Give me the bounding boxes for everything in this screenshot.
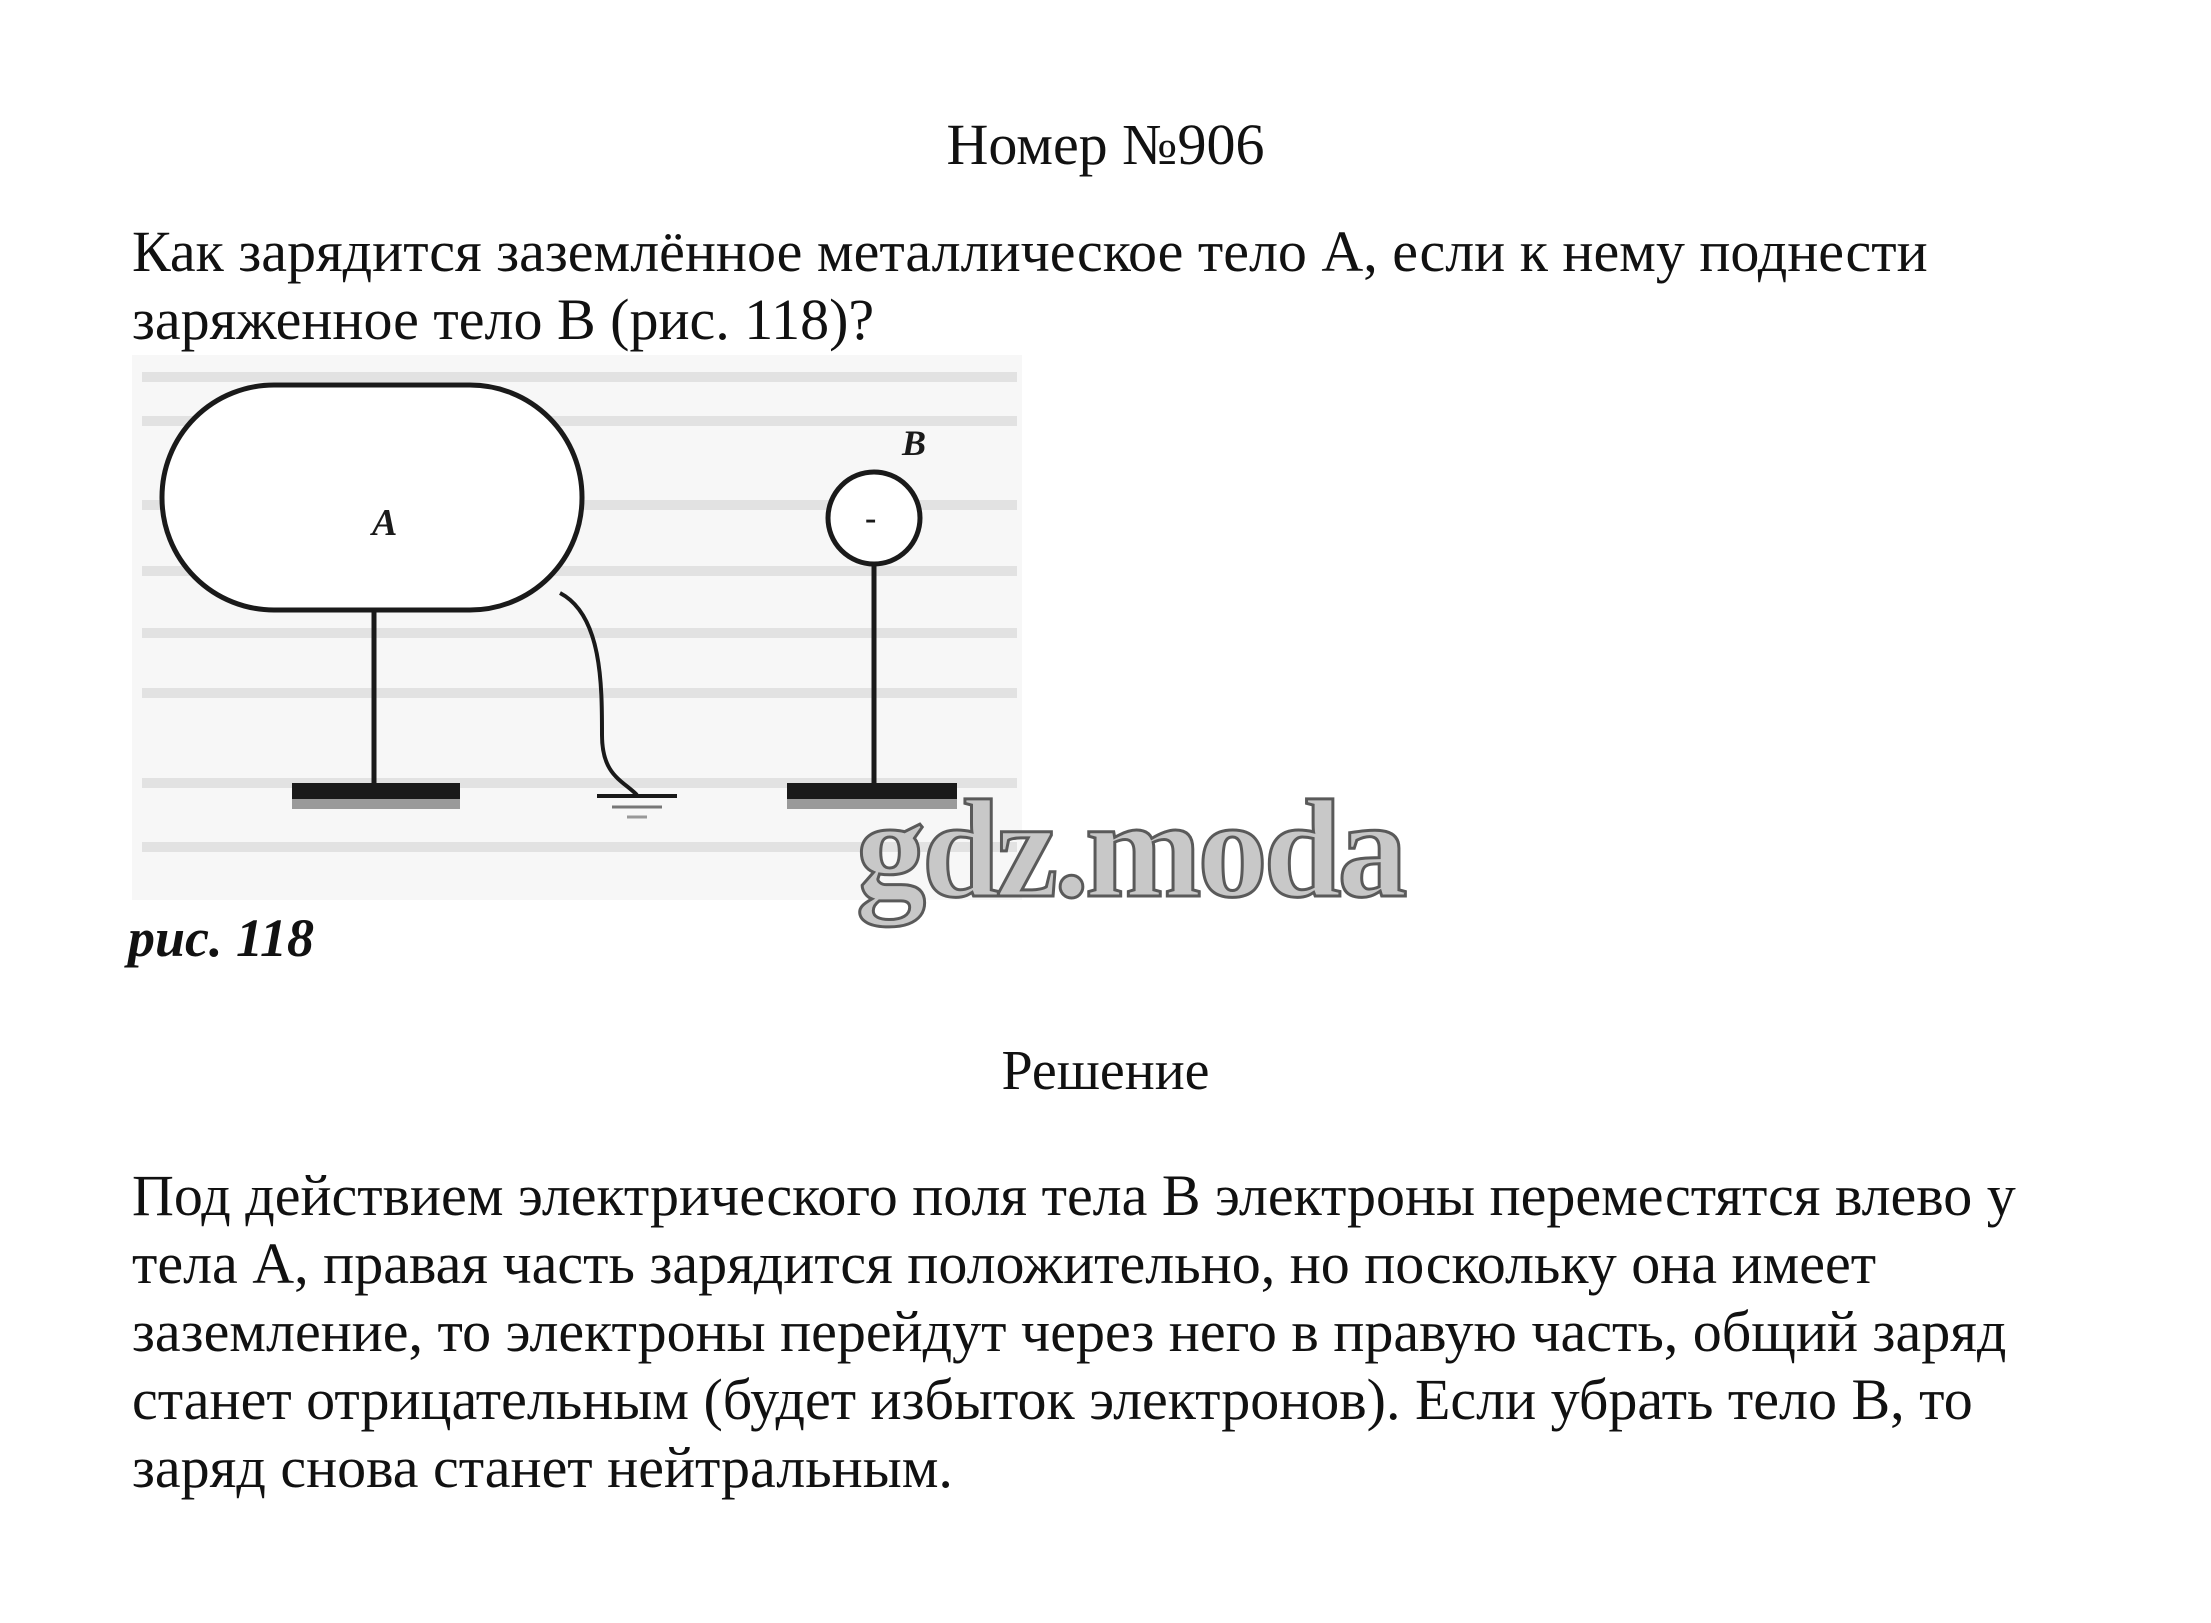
solution-line: заряд снова станет нейтральным.: [132, 1435, 953, 1500]
solution-heading: Решение: [1001, 1040, 1210, 1102]
body-a-shape: [162, 385, 582, 610]
solution-line: Под действием электрического поля тела В электроны переместятся влево у: [132, 1163, 2016, 1228]
figure-caption: рис. 118: [128, 908, 315, 968]
solution-line: заземление, то электроны перейдут через него в правую часть, общий заряд: [132, 1299, 2007, 1364]
watermark-logo: [850, 778, 1490, 938]
question-line: заряженное тело В (рис. 118)?: [132, 287, 875, 352]
solution-text: [132, 1162, 2132, 1502]
body-b-charge-sign: -: [865, 500, 877, 537]
question-text: [132, 218, 2132, 354]
watermark-text: gdz.moda: [856, 778, 1404, 927]
body-a-base: [292, 783, 460, 799]
question-line: Как зарядится заземлённое металлическое тело А, если к нему поднести: [132, 219, 1928, 284]
body-a-base-shade: [292, 799, 460, 809]
body-a-label: A: [372, 502, 398, 544]
solution-line: тела А, правая часть зарядится положительно, но поскольку она имеет: [132, 1231, 1877, 1296]
page-title: Номер №906: [946, 112, 1265, 177]
solution-line: станет отрицательным (будет избыток электронов). Если убрать тело В, то: [132, 1367, 1973, 1432]
body-b-label: B: [902, 423, 927, 463]
watermark: [850, 778, 1490, 938]
